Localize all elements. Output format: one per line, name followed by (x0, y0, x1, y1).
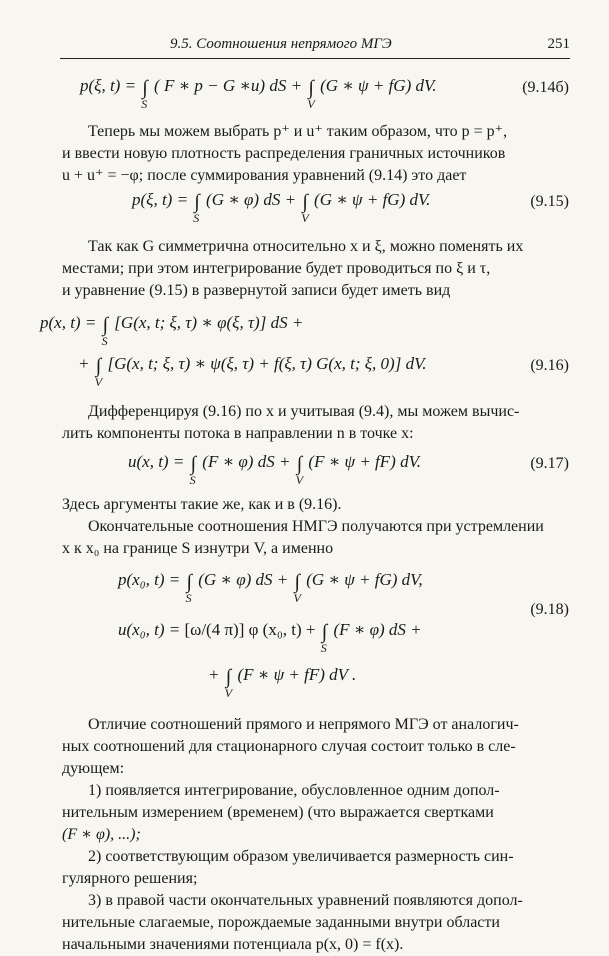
equation-9-15 (132, 190, 431, 225)
equation-9-17 (128, 452, 422, 487)
list-item-1: 1) появляется интегрирование, обусловленное одним допол- (88, 782, 500, 799)
volume-integral-sign: ∫ V (295, 453, 304, 487)
equation-number: (9.16) (530, 357, 569, 374)
volume-integral-sign: ∫ V (293, 571, 301, 605)
eq-term: (G ∗ ψ + fG) dV. (314, 190, 431, 209)
eq-lhs: p(x, t) = (40, 313, 97, 332)
equation-9-16-line2 (78, 354, 427, 389)
list-item-1-cont: (F ∗ φ), ...); (62, 826, 141, 843)
equation-9-18-line2 (118, 620, 422, 655)
paragraph (62, 401, 570, 445)
paragraph (62, 494, 570, 516)
paragraph (62, 714, 570, 780)
equation-number: (9.15) (530, 193, 569, 210)
eq-lhs: p(ξ, t) = (80, 76, 137, 95)
volume-integral-sign: ∫ V (307, 77, 315, 111)
text-line: Теперь мы можем выбрать p⁺ и u⁺ таким образом, что p = p⁺, (88, 123, 508, 140)
eq-term: (F ∗ ψ + fF) dV. (308, 452, 422, 471)
list-item-2: 2) соответствующим образом увеличивается размерность син- (88, 848, 514, 865)
equation-number: (9.18) (530, 601, 569, 618)
surface-integral-sign: ∫ S (185, 571, 192, 605)
running-title: 9.5. Соотношения непрямого МГЭ (170, 36, 392, 52)
equation-9-14b (80, 76, 437, 111)
eq-plus: + (208, 665, 220, 684)
paragraph (62, 121, 570, 187)
text-line: Окончательные соотношения НМГЭ получаются при устремлении (88, 518, 544, 535)
header-rule (60, 58, 570, 59)
eq-term: [ω/(4 π)] φ (x₀, t) + (184, 620, 316, 639)
surface-integral-sign: ∫ S (141, 77, 148, 111)
text-line: x к x₀ на границе S изнутри V, а именно (62, 540, 334, 557)
eq-term: ( F ∗ p − G ∗u) dS + (154, 76, 303, 95)
equation-9-16-line1 (40, 313, 304, 348)
list-item-3-cont: нительные слагаемые, порождаемые заданными внутри области (62, 914, 500, 931)
text-line: местами; при этом интегрирование будет проводиться по ξ и τ, (62, 260, 491, 277)
text-line: Здесь аргументы такие же, как и в (9.16). (62, 496, 342, 513)
equation-9-18-line3 (208, 665, 357, 700)
page-number: 251 (547, 36, 570, 52)
surface-integral-sign: ∫ S (320, 621, 328, 655)
eq-lhs: u(x₀, t) = (118, 620, 181, 639)
eq-lhs: p(x₀, t) = (118, 570, 181, 589)
eq-term: (G ∗ ψ + fG) dV. (320, 76, 437, 95)
eq-term: (G ∗ ψ + fG) dV, (306, 570, 423, 589)
equation-9-18-line1 (118, 570, 423, 605)
text-line: и ввести новую плотность распределения граничных источников (62, 145, 506, 162)
eq-term: (G ∗ φ) dS + (206, 190, 297, 209)
text-line: ных соотношений для стационарного случая состоит только в сле- (62, 738, 516, 755)
surface-integral-sign: ∫ S (193, 191, 200, 225)
text-line: и уравнение (9.15) в развернутой записи будет иметь вид (62, 282, 451, 299)
eq-lhs: p(ξ, t) = (132, 190, 189, 209)
page-header (60, 34, 570, 60)
eq-plus: + (78, 354, 90, 373)
eq-term: (F ∗ φ) dS + (333, 620, 422, 639)
text-line: дующем: (62, 760, 125, 777)
text-line: Дифференцируя (9.16) по x и учитывая (9.4), мы можем вычис- (88, 403, 520, 420)
eq-term: (F ∗ φ) dS + (202, 452, 291, 471)
list-item-3: 3) в правой части окончательных уравнений появляются допол- (88, 892, 523, 909)
paragraph (62, 516, 570, 560)
list-item-1-cont: нительным измерением (временем) (что выражается свертками (62, 804, 494, 821)
volume-integral-sign: ∫ V (94, 355, 103, 389)
text-line: Отличие соотношений прямого и непрямого МГЭ от аналогич- (88, 716, 519, 733)
numbered-list (62, 780, 570, 956)
equation-number: (9.17) (530, 455, 569, 472)
list-item-3-cont: начальными значениями потенциала p(x, 0) = f(x). (62, 936, 404, 953)
eq-term: [G(x, t; ξ, τ) ∗ φ(ξ, τ)] dS + (114, 313, 304, 332)
eq-lhs: u(x, t) = (128, 452, 185, 471)
eq-term: [G(x, t; ξ, τ) ∗ ψ(ξ, τ) + f(ξ, τ) G(x, t; ξ, 0)] dV. (107, 354, 427, 373)
paragraph (62, 236, 570, 302)
list-item-2-cont: гулярного решения; (62, 870, 198, 887)
text-line: лить компоненты потока в направлении n в точке x: (62, 425, 414, 442)
eq-term: (F ∗ ψ + fF) dV . (237, 665, 357, 684)
text-line: u + u⁺ = −φ; после суммирования уравнений (9.14) это дает (62, 167, 467, 184)
surface-integral-sign: ∫ S (101, 314, 109, 348)
text-line: Так как G симметрична относительно x и ξ, можно поменять их (88, 238, 524, 255)
equation-number: (9.14б) (522, 79, 569, 96)
eq-term: (G ∗ φ) dS + (198, 570, 289, 589)
volume-integral-sign: ∫ V (301, 191, 309, 225)
volume-integral-sign: ∫ V (224, 666, 233, 700)
surface-integral-sign: ∫ S (189, 453, 197, 487)
